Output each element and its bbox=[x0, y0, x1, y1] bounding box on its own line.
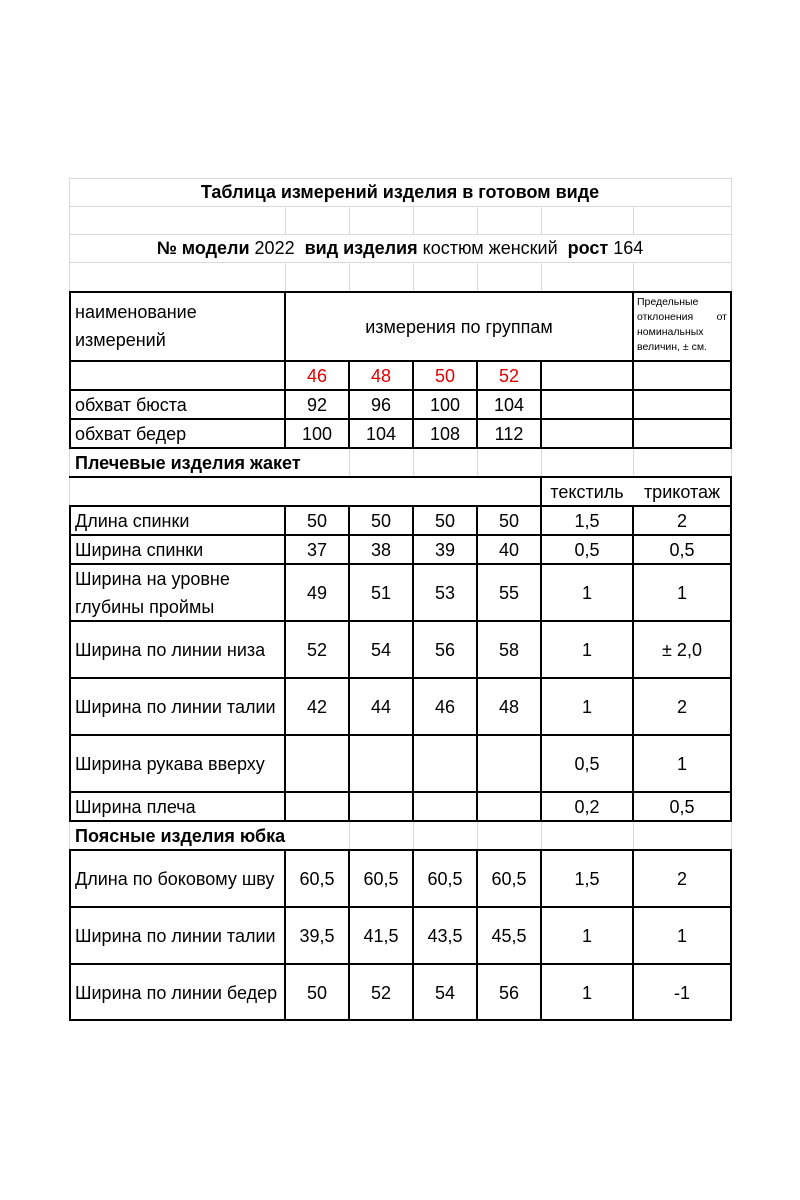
cell: 37 bbox=[306, 540, 328, 560]
border bbox=[730, 291, 732, 449]
cell: 92 bbox=[306, 395, 328, 415]
gridline bbox=[349, 262, 350, 292]
tol-textile-cell: 1,5 bbox=[574, 511, 600, 531]
cell: 112 bbox=[494, 424, 524, 444]
cell: 60,5 bbox=[299, 869, 335, 889]
cell: 50 bbox=[434, 511, 456, 531]
gridline bbox=[731, 178, 732, 292]
tol-knit-cell: 2 bbox=[676, 697, 687, 717]
cell: 60,5 bbox=[427, 869, 463, 889]
cell: 50 bbox=[498, 511, 520, 531]
cell bbox=[414, 793, 476, 821]
cell: 104 bbox=[365, 424, 397, 444]
gridline bbox=[633, 206, 634, 234]
type-value: костюм женский bbox=[422, 238, 558, 258]
border bbox=[540, 360, 542, 449]
height-label: рост bbox=[567, 238, 609, 258]
gridline bbox=[349, 448, 350, 476]
gridline bbox=[285, 206, 286, 234]
cell: 51 bbox=[370, 583, 392, 603]
cell: 50 bbox=[306, 511, 328, 531]
cell: 100 bbox=[301, 424, 333, 444]
cell: 56 bbox=[434, 640, 456, 660]
cell: 46 bbox=[434, 697, 456, 717]
size-50: 50 bbox=[434, 366, 456, 386]
gridline bbox=[541, 206, 542, 234]
cell: 56 bbox=[498, 982, 520, 1003]
cell: 96 bbox=[370, 395, 392, 415]
cell: 49 bbox=[306, 583, 328, 603]
cell: 39,5 bbox=[299, 926, 335, 946]
tol-textile-cell: 1 bbox=[581, 640, 592, 660]
row-label: Ширина по линии бедер bbox=[75, 982, 278, 1003]
row-label: Ширина на уровне глубины проймы bbox=[75, 569, 230, 617]
gridline bbox=[633, 262, 634, 292]
tol-knit-cell: 2 bbox=[676, 511, 687, 531]
row-label: Длина по боковому шву bbox=[75, 869, 275, 889]
gridline bbox=[69, 262, 731, 263]
model-label: № модели bbox=[156, 238, 250, 258]
row-label: Ширина плеча bbox=[75, 797, 196, 817]
gridline bbox=[477, 821, 478, 849]
tol-knit-cell: ± 2,0 bbox=[662, 640, 702, 660]
section-title-jacket: Плечевые изделия жакет bbox=[75, 453, 301, 473]
size-46: 46 bbox=[306, 366, 328, 386]
border bbox=[730, 849, 732, 1021]
row-label: обхват бюста bbox=[75, 395, 187, 415]
gridline bbox=[541, 262, 542, 292]
cell: 53 bbox=[434, 583, 456, 603]
cell bbox=[350, 793, 412, 821]
type-label: вид изделия bbox=[304, 238, 418, 258]
gridline bbox=[413, 206, 414, 234]
cell: 38 bbox=[370, 540, 392, 560]
cell: 44 bbox=[370, 697, 392, 717]
cell bbox=[286, 793, 348, 821]
gridline bbox=[413, 448, 414, 476]
cell: 40 bbox=[498, 540, 520, 560]
tol-knit-cell: -1 bbox=[673, 982, 690, 1003]
row-label: обхват бедер bbox=[75, 424, 187, 444]
tol-knit-cell: 2 bbox=[676, 869, 687, 889]
tol-knit-cell: 1 bbox=[676, 583, 687, 603]
gridline bbox=[541, 448, 542, 476]
gridline bbox=[731, 821, 732, 849]
model-line bbox=[69, 234, 731, 262]
gridline bbox=[69, 821, 70, 849]
row-label: Ширина по линии талии bbox=[75, 697, 276, 717]
cell: 60,5 bbox=[491, 869, 527, 889]
cell bbox=[478, 736, 540, 792]
border bbox=[730, 476, 732, 822]
tol-textile-cell: 1,5 bbox=[574, 869, 600, 889]
cell: 45,5 bbox=[491, 926, 527, 946]
gridline bbox=[633, 821, 634, 849]
table-title: Таблица измерений изделия в готовом виде bbox=[200, 182, 600, 202]
cell: 52 bbox=[370, 982, 392, 1003]
tol-header-knit: трикотаж bbox=[643, 482, 721, 502]
cell bbox=[286, 736, 348, 792]
cell: 54 bbox=[370, 640, 392, 660]
cell: 52 bbox=[306, 640, 328, 660]
tol-header-textile: текстиль bbox=[550, 482, 624, 502]
gridline bbox=[413, 821, 414, 849]
cell: 58 bbox=[498, 640, 520, 660]
tol-textile-cell: 1 bbox=[581, 982, 592, 1003]
header-tolerance-col: Предельные отклонения от номинальных величин, ± см. bbox=[637, 296, 727, 353]
header-groups-col: измерения по группам bbox=[365, 316, 553, 337]
cell: 42 bbox=[306, 697, 328, 717]
gridline bbox=[477, 448, 478, 476]
cell: 48 bbox=[498, 697, 520, 717]
cell: 50 bbox=[306, 982, 328, 1003]
cell: 108 bbox=[429, 424, 461, 444]
cell: 60,5 bbox=[363, 869, 399, 889]
gridline bbox=[731, 448, 732, 476]
cell: 55 bbox=[498, 583, 520, 603]
row-label: Ширина по линии низа bbox=[75, 640, 266, 660]
height-value: 164 bbox=[613, 238, 644, 258]
gridline bbox=[413, 262, 414, 292]
tol-knit-cell: 0,5 bbox=[669, 540, 695, 560]
gridline bbox=[285, 262, 286, 292]
cell bbox=[478, 793, 540, 821]
cell: 39 bbox=[434, 540, 456, 560]
tol-textile-cell: 0,5 bbox=[574, 540, 600, 560]
tol-textile-cell: 1 bbox=[581, 926, 592, 946]
tol-textile-cell: 1 bbox=[581, 697, 592, 717]
cell bbox=[350, 736, 412, 792]
size-52: 52 bbox=[498, 366, 520, 386]
tol-textile-cell: 1 bbox=[581, 583, 592, 603]
cell: 41,5 bbox=[363, 926, 399, 946]
row-label: Длина спинки bbox=[75, 511, 190, 531]
row-label: Ширина спинки bbox=[75, 540, 204, 560]
model-value: 2022 bbox=[254, 238, 295, 258]
tol-textile-cell: 0,2 bbox=[574, 797, 600, 817]
cell: 43,5 bbox=[427, 926, 463, 946]
row-label: Ширина рукава вверху bbox=[75, 754, 265, 774]
tol-knit-cell: 1 bbox=[676, 926, 687, 946]
section-title-skirt: Поясные изделия юбка bbox=[75, 826, 286, 846]
cell: 54 bbox=[434, 982, 456, 1003]
cell: 50 bbox=[370, 511, 392, 531]
gridline bbox=[69, 206, 731, 207]
gridline bbox=[349, 821, 350, 849]
header-name-col: наименование измерений bbox=[75, 302, 197, 350]
row-label: Ширина по линии талии bbox=[75, 926, 276, 946]
gridline bbox=[541, 821, 542, 849]
size-48: 48 bbox=[370, 366, 392, 386]
gridline bbox=[477, 262, 478, 292]
cell bbox=[414, 736, 476, 792]
cell: 100 bbox=[429, 395, 461, 415]
tol-knit-cell: 1 bbox=[676, 754, 687, 774]
gridline bbox=[477, 206, 478, 234]
gridline bbox=[633, 448, 634, 476]
tol-textile-cell: 0,5 bbox=[574, 754, 600, 774]
gridline bbox=[349, 206, 350, 234]
cell: 104 bbox=[493, 395, 525, 415]
tol-knit-cell: 0,5 bbox=[669, 797, 695, 817]
